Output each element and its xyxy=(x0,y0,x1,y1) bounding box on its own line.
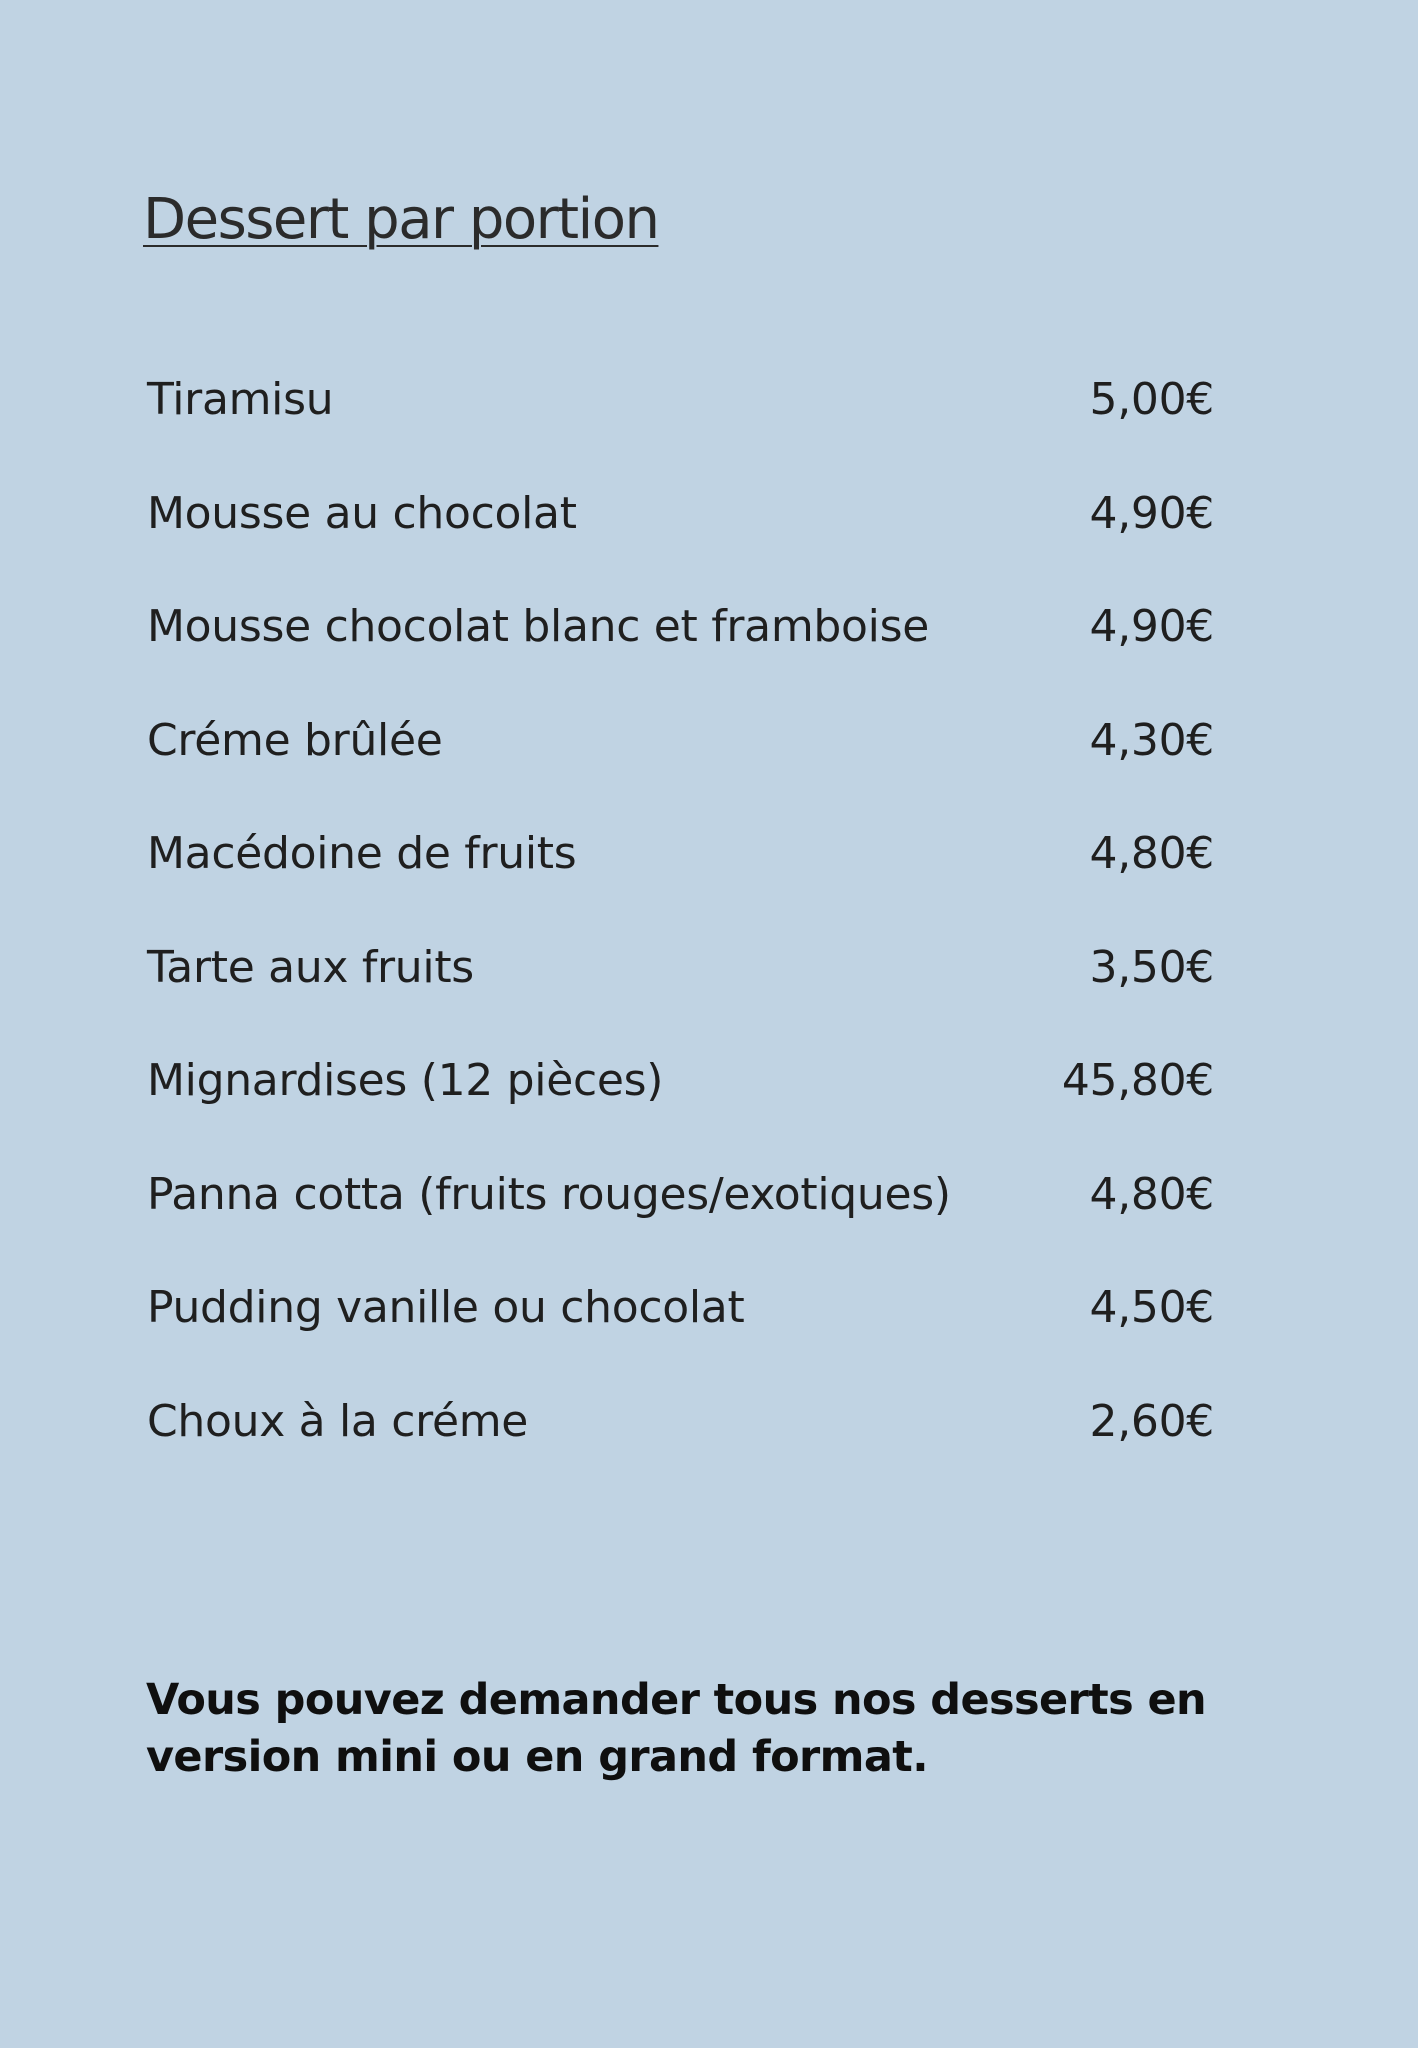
item-name: Macédoine de fruits xyxy=(147,828,577,879)
item-price: 3,50€ xyxy=(1089,941,1214,993)
item-price: 5,00€ xyxy=(1089,374,1214,425)
item-price: 4,80€ xyxy=(1089,1168,1214,1220)
item-price: 45,80€ xyxy=(1061,1055,1214,1106)
page-title: Dessert par portion xyxy=(143,187,659,252)
item-price: 4,90€ xyxy=(1089,487,1214,539)
item-name: Choux à la créme xyxy=(147,1395,529,1447)
item-name: Tiramisu xyxy=(147,374,334,425)
menu-item xyxy=(147,1051,1217,1165)
menu-item xyxy=(147,370,1217,484)
item-name: Créme brûlée xyxy=(147,714,443,766)
menu-item xyxy=(147,484,1217,598)
item-price: 4,90€ xyxy=(1089,601,1214,652)
item-price: 4,50€ xyxy=(1089,1282,1214,1333)
item-name: Mousse au chocolat xyxy=(147,487,577,539)
format-note xyxy=(146,1672,1266,1786)
item-name: Mignardises (12 pièces) xyxy=(147,1055,664,1106)
menu-item xyxy=(147,1392,1217,1506)
format-note-line-2: version mini ou en grand format. xyxy=(146,1732,928,1782)
menu-item xyxy=(147,1165,1217,1279)
menu-item xyxy=(147,711,1217,825)
item-name: Mousse chocolat blanc et framboise xyxy=(147,601,929,652)
dessert-list xyxy=(147,370,1217,1505)
menu-item xyxy=(147,938,1217,1052)
menu-item xyxy=(147,1278,1217,1392)
item-name: Panna cotta (fruits rouges/exotiques) xyxy=(147,1168,951,1220)
item-price: 2,60€ xyxy=(1089,1395,1214,1447)
item-name: Pudding vanille ou chocolat xyxy=(147,1282,745,1333)
item-price: 4,80€ xyxy=(1089,828,1214,879)
item-price: 4,30€ xyxy=(1089,714,1214,766)
menu-item xyxy=(147,824,1217,938)
menu-item xyxy=(147,597,1217,711)
format-note-line-1: Vous pouvez demander tous nos desserts en xyxy=(146,1675,1207,1725)
item-name: Tarte aux fruits xyxy=(147,941,474,993)
